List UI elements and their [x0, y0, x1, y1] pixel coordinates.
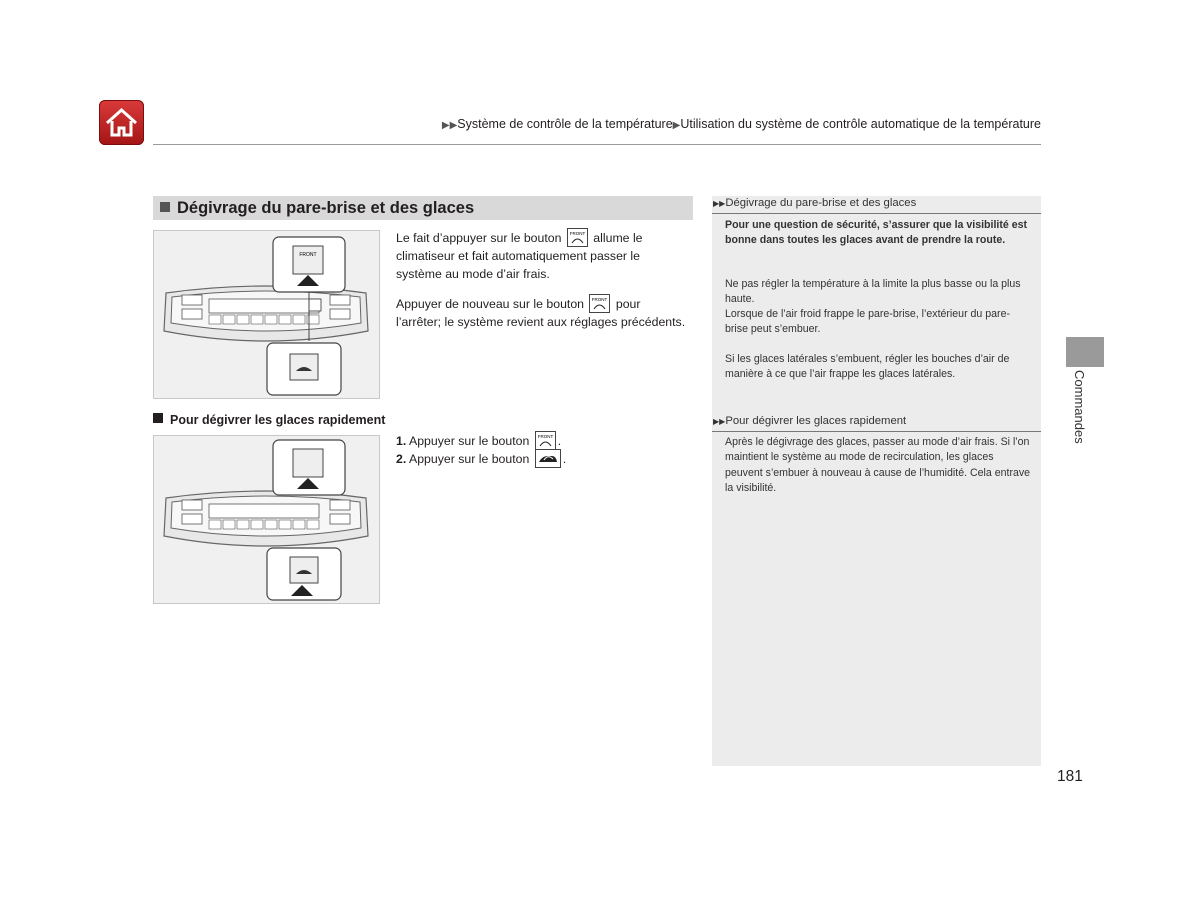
chapter-tab[interactable] [1066, 337, 1104, 367]
recirculation-button-icon [535, 449, 561, 468]
svg-text:FRONT: FRONT [537, 434, 554, 439]
svg-text:FRONT: FRONT [569, 231, 586, 236]
note-paragraph: Après le dégivrage des glaces, passer au mode d’air frais. Si l’on maintient le système au mode de recirculation, les glaces peuvent s’embuer à nouveau à cause de l’humidité. Cela entrave la visibilité. [725, 436, 1031, 494]
breadcrumb-arrow-icon: ▶ [672, 120, 681, 131]
svg-text:FRONT: FRONT [299, 252, 317, 258]
breadcrumb-link[interactable]: Système de contrôle de la température [457, 117, 673, 131]
climate-panel-illustration-defrost [153, 230, 380, 399]
breadcrumb-arrow-icon: ▶▶ [441, 120, 458, 131]
note-heading-defrost: ▶▶Dégivrage du pare-brise et des glaces [713, 197, 917, 209]
section-square-icon [160, 202, 170, 212]
step-1: 1. Appuyer sur le bouton FRONT . [396, 431, 561, 450]
note-divider [712, 213, 1041, 214]
climate-panel-illustration-rapid-defrost [153, 435, 380, 604]
front-defrost-button-icon [567, 228, 588, 247]
note-arrow-icon: ▶▶ [713, 417, 726, 426]
subsection-title: Pour dégivrer les glaces rapidement [153, 413, 385, 427]
svg-text:FRONT: FRONT [592, 297, 608, 302]
home-icon [99, 100, 144, 145]
chapter-tab-label[interactable]: Commandes [1072, 370, 1087, 444]
note-paragraph: Lorsque de l’air froid frappe le pare-brise, l’extérieur du pare-brise peut s’embuer. [725, 308, 1011, 336]
subsection-square-icon [153, 413, 163, 423]
header-divider [153, 144, 1041, 145]
breadcrumb [442, 117, 1041, 131]
breadcrumb-link[interactable]: Utilisation du système de contrôle automatique de la température [680, 117, 1041, 131]
front-defrost-button-icon [589, 294, 610, 313]
note-heading-rapid: ▶▶Pour dégivrer les glaces rapidement [713, 415, 907, 427]
front-defrost-button-icon [535, 431, 556, 450]
note-safety-warning: Pour une question de sécurité, s’assurer que la visibilité est bonne dans toutes les glaces avant de prendre la route. [725, 219, 1028, 247]
home-button[interactable] [99, 100, 144, 145]
note-paragraph: Si les glaces latérales s’embuent, régler les bouches d’air de manière à ce que l’air frappe les glaces latérales. [725, 353, 1010, 381]
note-divider [712, 431, 1041, 432]
page-number: 181 [1057, 768, 1083, 785]
paragraph-defrost-off: Appuyer de nouveau sur le bouton FRONT pour l’arrêter; le système revient aux réglages précédents. [396, 294, 701, 331]
paragraph-defrost-on: Le fait d’appuyer sur le bouton FRONT allume le climatiseur et fait automatiquement passer le système au mode d’air frais. [396, 228, 696, 283]
step-2: 2. Appuyer sur le bouton . [396, 449, 566, 468]
section-title: Dégivrage du pare-brise et des glaces [160, 199, 474, 218]
note-arrow-icon: ▶▶ [713, 199, 726, 208]
note-paragraph: Ne pas régler la température à la limite la plus basse ou la plus haute. [725, 278, 1021, 306]
